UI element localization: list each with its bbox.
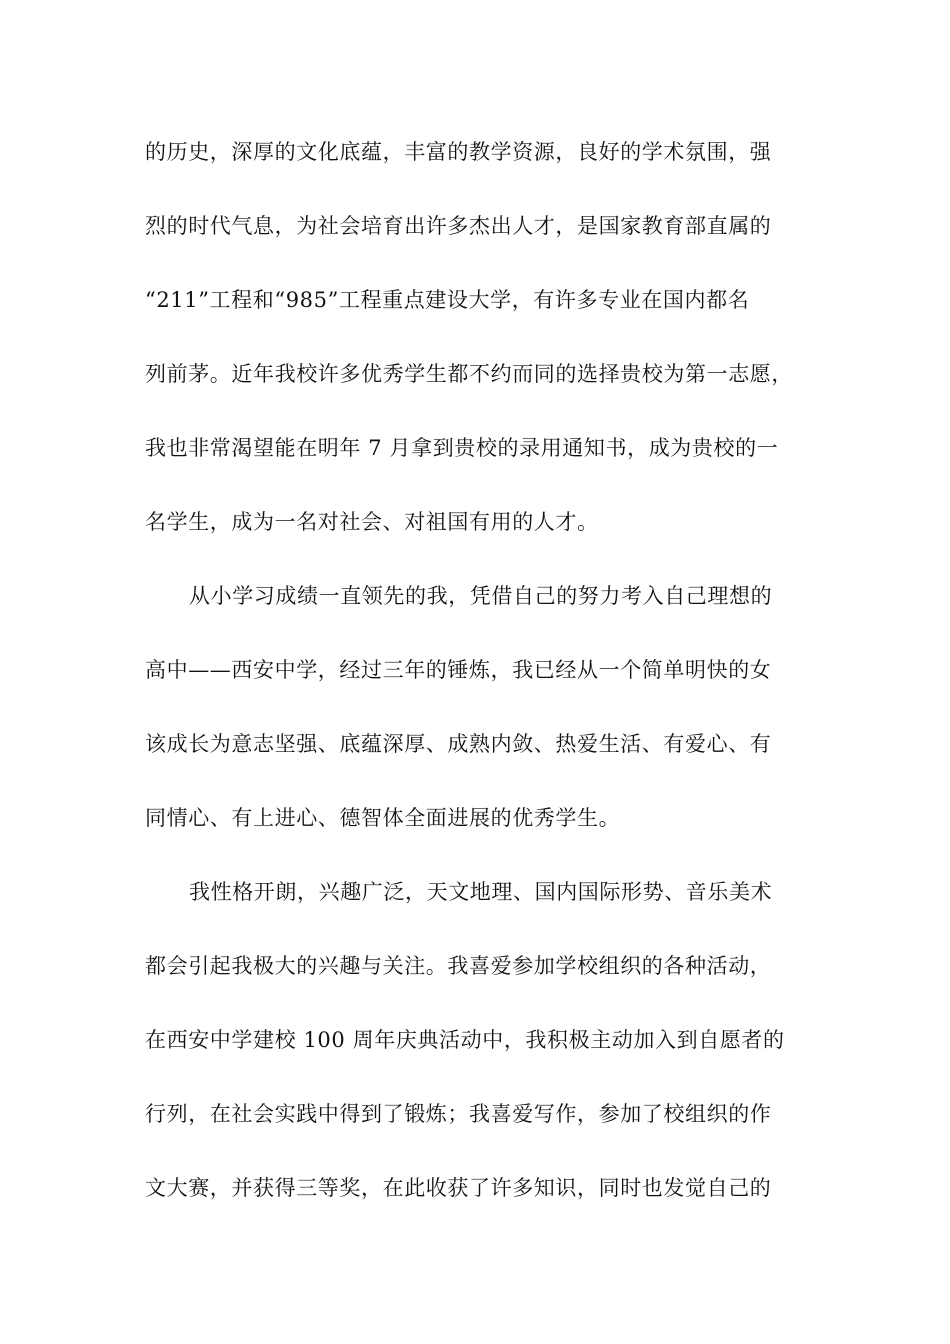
text-line: 的历史，深厚的文化底蕴，丰富的教学资源，良好的学术氛围，强 [145,140,772,164]
text-line: 都会引起我极大的兴趣与关注。我喜爱参加学校组织的各种活动， [145,954,772,978]
body-text [145,128,810,1238]
text-line: 高中——西安中学，经过三年的锤炼，我已经从一个简单明快的女 [145,658,772,682]
text-line: 我也非常渴望能在明年 7 月拿到贵校的录用通知书，成为贵校的一 [145,436,779,460]
text-line: 列前茅。近年我校许多优秀学生都不约而同的选择贵校为第一志愿， [145,362,793,386]
text-line: “211”工程和“985”工程重点建设大学，有许多专业在国内都名 [145,288,750,312]
text-line: 名学生，成为一名对社会、对祖国有用的人才。 [145,510,599,534]
text-line: 烈的时代气息，为社会培育出许多杰出人才，是国家教育部直属的 [145,214,772,238]
text-line: 文大赛，并获得三等奖，在此收获了许多知识，同时也发觉自己的 [145,1176,772,1200]
text-line: 同情心、有上进心、德智体全面进展的优秀学生。 [145,806,621,830]
text-line: 行列，在社会实践中得到了锻炼；我喜爱写作，参加了校组织的作 [145,1102,772,1126]
paragraph-first-line: 从小学习成绩一直领先的我，凭借自己的努力考入自己理想的 [189,584,773,608]
text-line: 在西安中学建校 100 周年庆典活动中，我积极主动加入到自愿者的 [145,1028,785,1052]
text-line: 该成长为意志坚强、底蕴深厚、成熟内敛、热爱生活、有爱心、有 [145,732,772,756]
paragraph-first-line: 我性格开朗，兴趣广泛，天文地理、国内国际形势、音乐美术 [189,880,773,904]
